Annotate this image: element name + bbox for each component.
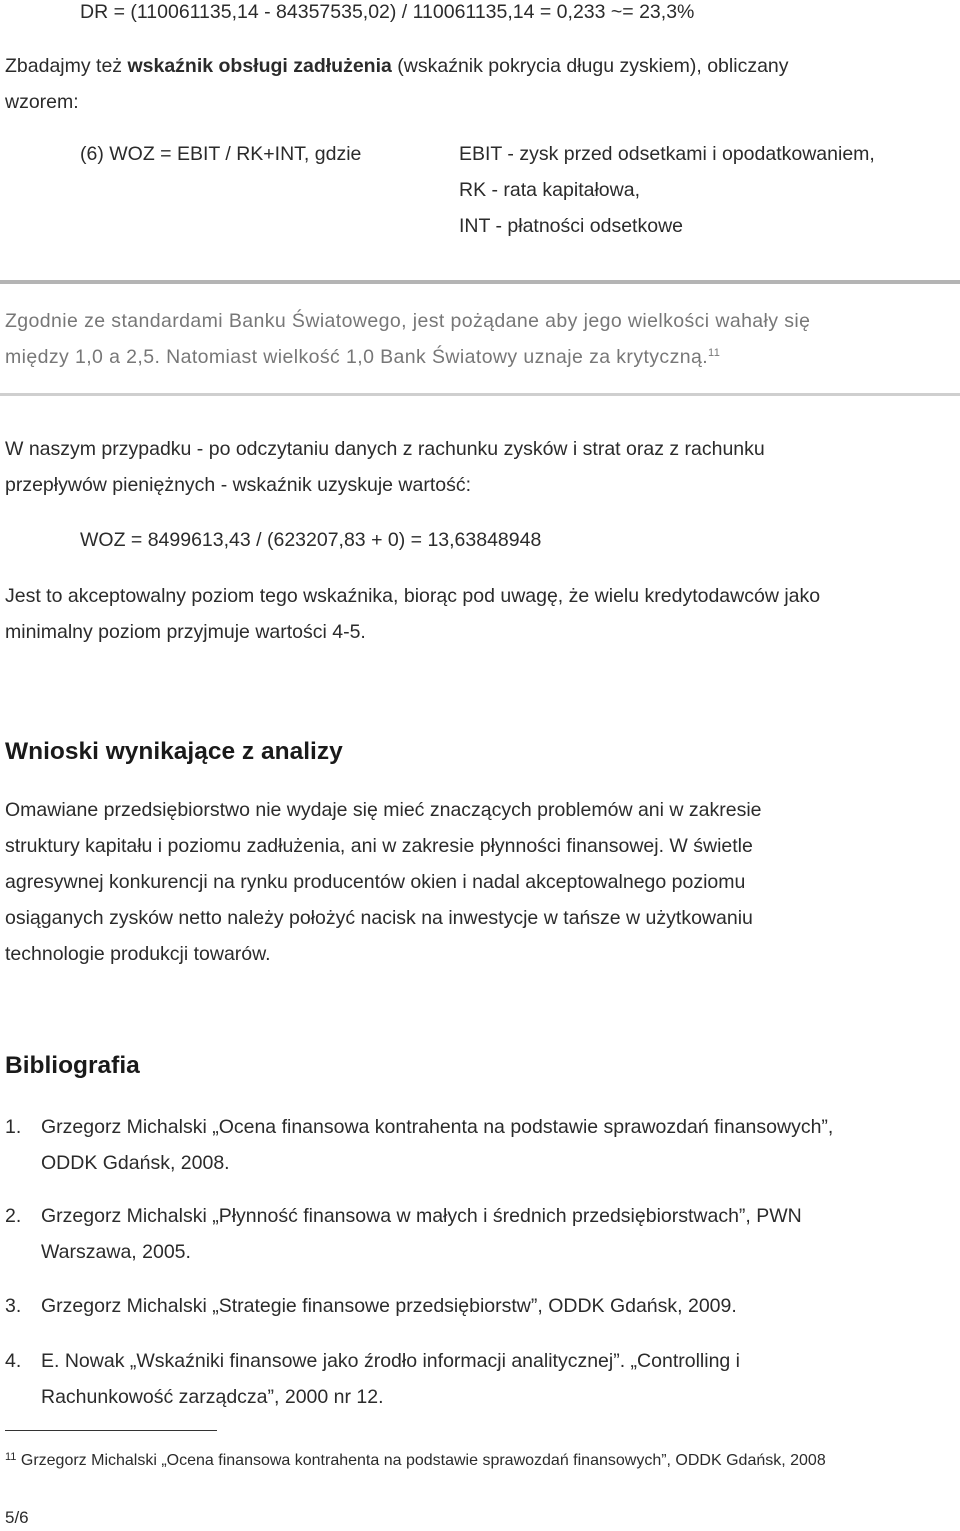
case-paragraph <box>5 431 960 503</box>
term-rk: RK - rata kapitałowa, <box>459 179 640 201</box>
bib-text <box>41 1288 737 1324</box>
bib-text <box>41 1198 802 1270</box>
intro-paragraph <box>5 48 960 120</box>
conclusions-line: osiąganych zysków netto należy położyć nacisk na inwestycje w tańsze w użytkowaniu <box>5 907 753 929</box>
case-line: W naszym przypadku - po odczytaniu danych z rachunku zysków i strat oraz z rachunku <box>5 438 765 460</box>
bib-line: Rachunkowość zarządcza”, 2000 nr 12. <box>41 1386 384 1408</box>
bib-number: 4. <box>5 1350 22 1372</box>
page-number: 5/6 <box>5 1508 29 1527</box>
comment-line: Jest to akceptowalny poziom tego wskaźnika, biorąc pod uwagę, że wielu kredytodawców jako <box>5 585 821 607</box>
term-ebit: EBIT - zysk przed odsetkami i opodatkowaniem, <box>459 143 875 165</box>
bib-line: Grzegorz Michalski „Płynność finansowa w małych i średnich przedsiębiorstwach”, PWN <box>41 1205 802 1227</box>
bib-line: Warszawa, 2005. <box>41 1241 191 1263</box>
footnote-text: Grzegorz Michalski „Ocena finansowa kontrahenta na podstawie sprawozdań finansowych”, ODDK Gdańsk, 2008 <box>20 1452 826 1469</box>
note-line: Zgodnie ze standardami Banku Światowego, jest pożądane aby jego wielkości wahały się <box>5 310 811 332</box>
bib-text <box>41 1343 740 1415</box>
conclusions-paragraph <box>5 792 960 972</box>
bib-number: 3. <box>5 1295 22 1317</box>
bib-line: E. Nowak „Wskaźniki finansowe jako źrodło informacji analitycznej”. „Controlling i <box>41 1350 741 1372</box>
footnote-number: 11 <box>5 1451 17 1463</box>
conclusions-line: struktury kapitału i poziomu zadłużenia, ani w zakresie płynności finansowej. W świetle <box>5 835 753 857</box>
conclusions-line: agresywnej konkurencji na rynku producentów okien i nadal akceptowalnego poziomu <box>5 871 746 893</box>
bib-number: 2. <box>5 1205 22 1227</box>
woz-formula-definition: (6) WOZ = EBIT / RK+INT, gdzie <box>80 143 362 165</box>
note-top-rule <box>0 280 960 284</box>
intro-bold-term: wskaźnik obsługi zadłużenia <box>127 55 392 77</box>
dr-formula: DR = (110061135,14 - 84357535,02) / 110061135,14 = 0,233 ~= 23,3% <box>80 1 695 23</box>
conclusions-line: Omawiane przedsiębiorstwo nie wydaje się mieć znaczących problemów ani w zakresie <box>5 799 762 821</box>
term-int: INT - płatności odsetkowe <box>459 215 683 237</box>
footnote <box>5 1450 826 1472</box>
bib-text <box>41 1109 833 1181</box>
case-comment <box>5 578 960 650</box>
woz-calculation: WOZ = 8499613,43 / (623207,83 + 0) = 13,63848948 <box>80 529 542 551</box>
intro-text: wzorem: <box>5 91 79 113</box>
note-line: między 1,0 a 2,5. Natomiast wielkość 1,0 Bank Światowy uznaje za krytyczną. <box>5 346 709 368</box>
footnote-ref: 11 <box>708 347 721 359</box>
woz-formula-terms <box>459 136 875 244</box>
footnote-separator <box>5 1430 217 1431</box>
bibliography-heading: Bibliografia <box>5 1052 140 1079</box>
world-bank-note <box>5 303 960 375</box>
conclusions-line: technologie produkcji towarów. <box>5 943 271 965</box>
intro-text: (wskaźnik pokrycia długu zyskiem), obliczany <box>391 55 789 77</box>
note-bottom-rule <box>0 393 960 396</box>
conclusions-heading: Wnioski wynikające z analizy <box>5 738 343 765</box>
bib-line: Grzegorz Michalski „Strategie finansowe przedsiębiorstw”, ODDK Gdańsk, 2009. <box>41 1295 737 1317</box>
comment-line: minimalny poziom przyjmuje wartości 4-5. <box>5 621 366 643</box>
bib-line: Grzegorz Michalski „Ocena finansowa kontrahenta na podstawie sprawozdań finansowych”, <box>41 1116 834 1138</box>
bib-number: 1. <box>5 1116 22 1138</box>
bib-line: ODDK Gdańsk, 2008. <box>41 1152 230 1174</box>
intro-text: Zbadajmy też <box>5 55 128 77</box>
case-line: przepływów pieniężnych - wskaźnik uzyskuje wartość: <box>5 474 472 496</box>
